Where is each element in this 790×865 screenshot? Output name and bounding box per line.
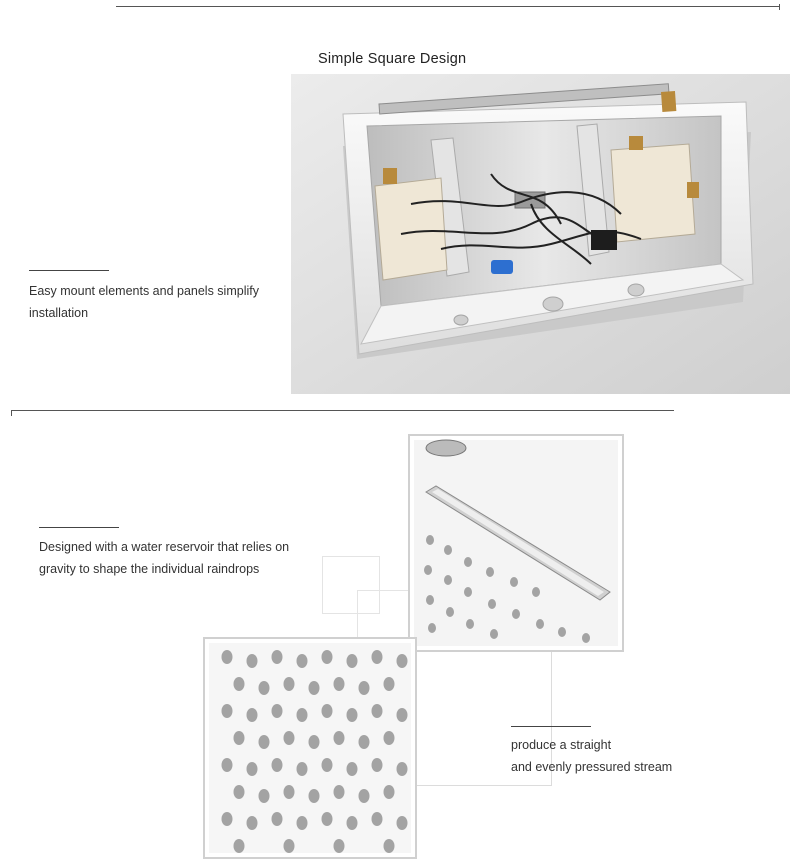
nozzle (397, 654, 408, 668)
nozzle-grid-illustration (205, 639, 415, 857)
nozzle (272, 812, 283, 826)
nozzle (222, 758, 233, 772)
nozzle (222, 650, 233, 664)
nozzle (347, 816, 358, 830)
nozzle (322, 704, 333, 718)
nozzle (234, 677, 245, 691)
nozzle (397, 762, 408, 776)
nozzle (297, 654, 308, 668)
caption-accent-line (29, 270, 109, 271)
installation-box-illustration (291, 74, 790, 394)
caption-line-1: Designed with a water reservoir that relies on (39, 540, 290, 554)
nozzle (322, 650, 333, 664)
nozzle (247, 816, 258, 830)
nozzle (347, 654, 358, 668)
nozzle (284, 677, 295, 691)
nozzle (297, 708, 308, 722)
nozzle (272, 650, 283, 664)
nozzle (384, 731, 395, 745)
installation-box-photo (291, 74, 790, 394)
shower-head-frame (408, 434, 624, 652)
nozzle (384, 677, 395, 691)
top-divider-tick (779, 4, 780, 10)
nozzle (272, 758, 283, 772)
nozzle (384, 785, 395, 799)
caption-line-1: Easy mount elements and panels simplify (29, 284, 259, 298)
nozzle (334, 785, 345, 799)
section-title: Simple Square Design (318, 51, 467, 67)
nozzle (272, 704, 283, 718)
nozzle (347, 762, 358, 776)
nozzle (297, 816, 308, 830)
nozzle (397, 816, 408, 830)
installation-caption (29, 280, 259, 324)
nozzle (347, 708, 358, 722)
nozzle (322, 812, 333, 826)
nozzle (372, 758, 383, 772)
nozzle (247, 708, 258, 722)
nozzle (384, 839, 395, 853)
caption-accent-line (511, 726, 591, 727)
nozzle (284, 839, 295, 853)
nozzle (359, 735, 370, 749)
nozzle (222, 704, 233, 718)
nozzle (234, 785, 245, 799)
nozzle (372, 812, 383, 826)
nozzle (334, 677, 345, 691)
caption-line-2: installation (29, 306, 89, 320)
nozzle (259, 789, 270, 803)
shower-head-illustration (410, 436, 622, 650)
nozzle (247, 654, 258, 668)
caption-line-2: and evenly pressured stream (511, 760, 673, 774)
nozzle (359, 789, 370, 803)
nozzle (222, 812, 233, 826)
top-divider (116, 6, 780, 7)
nozzle (372, 650, 383, 664)
nozzle (284, 731, 295, 745)
nozzle (284, 785, 295, 799)
nozzle (309, 681, 320, 695)
nozzle-closeup-frame (203, 637, 417, 859)
nozzle (309, 789, 320, 803)
nozzle (259, 681, 270, 695)
middle-divider (11, 410, 674, 411)
caption-line-2: gravity to shape the individual raindrops (39, 562, 260, 576)
middle-divider-tick (11, 410, 12, 416)
nozzle (322, 758, 333, 772)
nozzle (372, 704, 383, 718)
caption-line-1: produce a straight (511, 738, 612, 752)
nozzle (234, 839, 245, 853)
nozzle (259, 735, 270, 749)
caption-accent-line (39, 527, 119, 528)
reservoir-caption (39, 536, 289, 580)
nozzle (359, 681, 370, 695)
nozzle (334, 731, 345, 745)
nozzle (297, 762, 308, 776)
nozzle (397, 708, 408, 722)
stream-caption (511, 734, 672, 778)
nozzle (334, 839, 345, 853)
nozzle (234, 731, 245, 745)
nozzle (309, 735, 320, 749)
nozzle (247, 762, 258, 776)
